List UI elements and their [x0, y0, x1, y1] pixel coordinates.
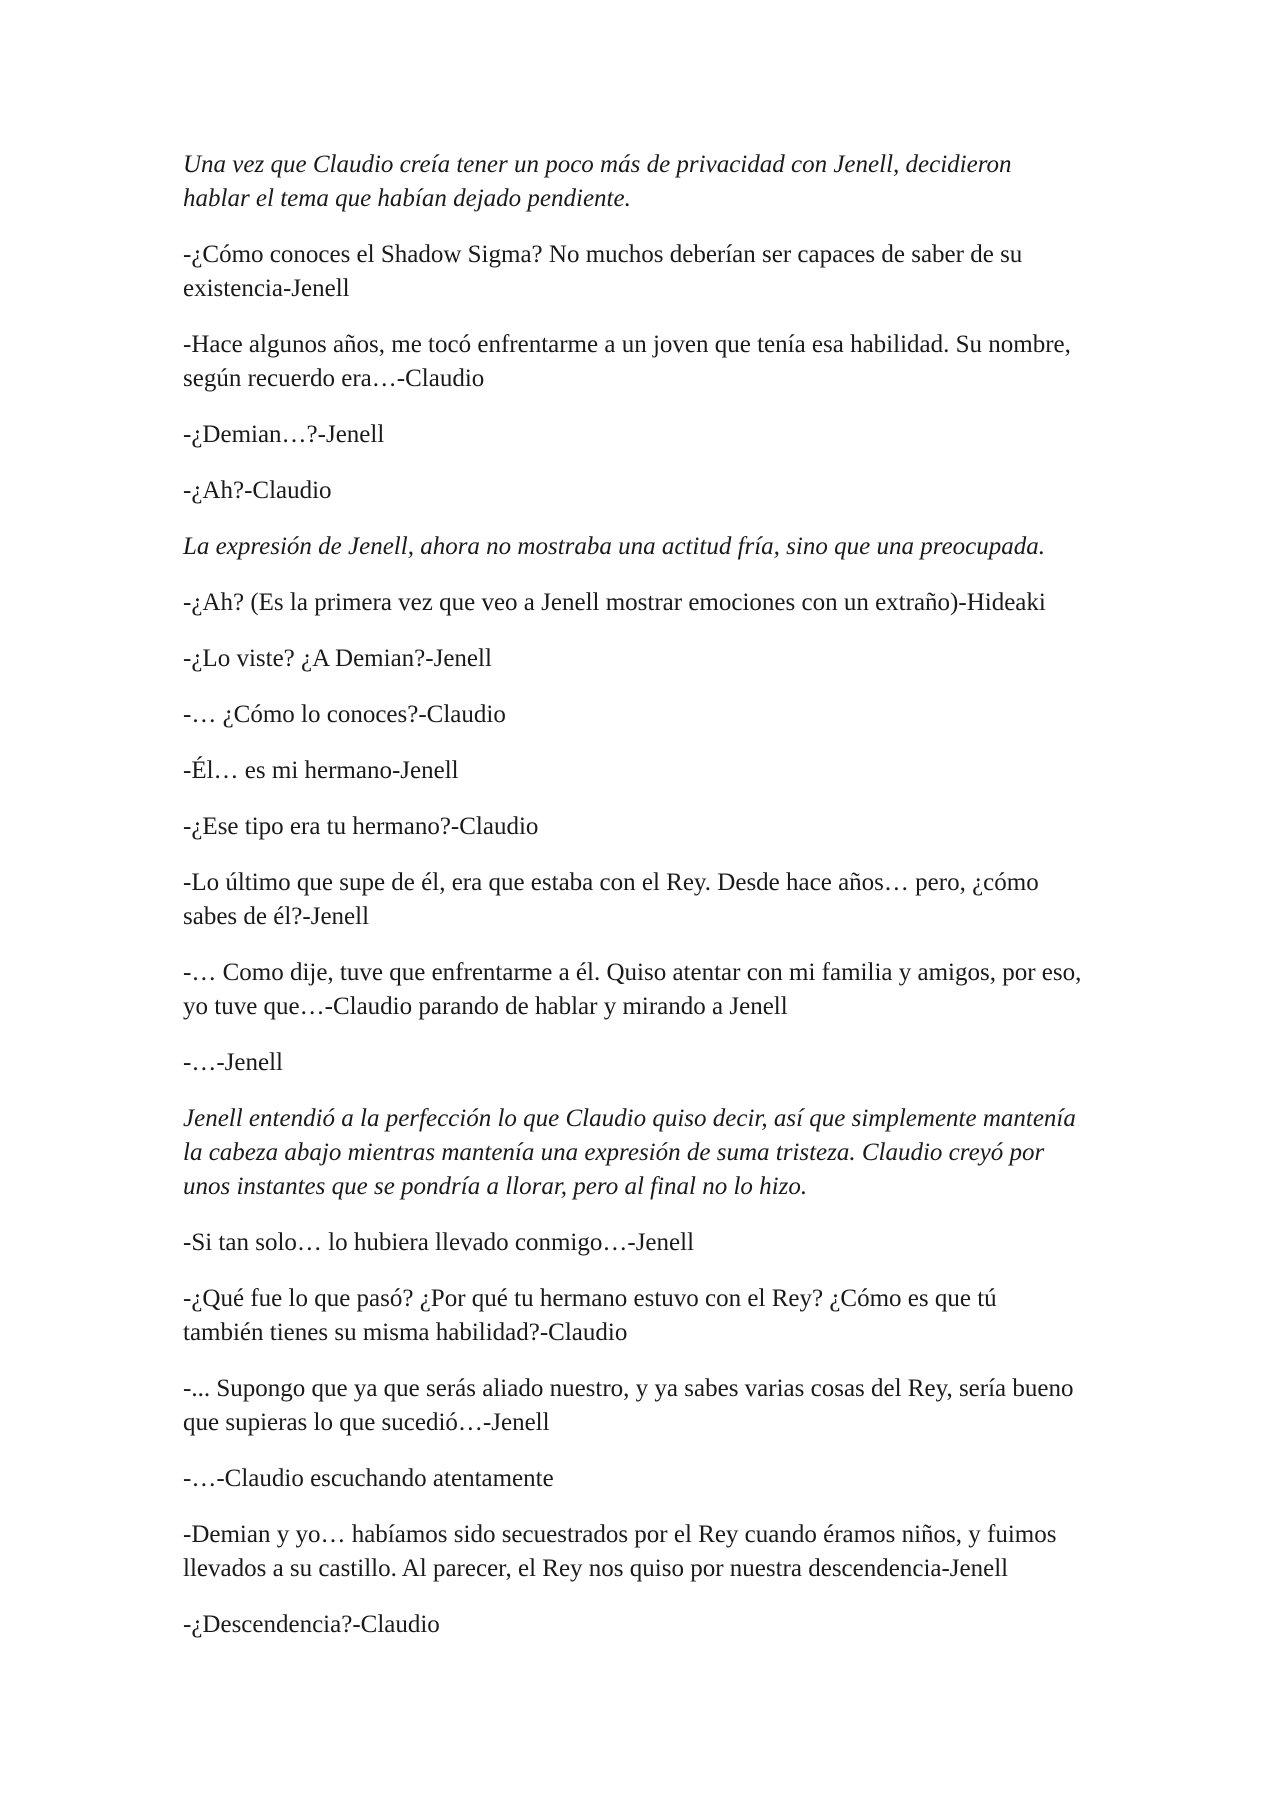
narration-paragraph: Una vez que Claudio creía tener un poco más de privacidad con Jenell, decidieron hablar el tema que habían dejado pendiente. — [183, 151, 1012, 212]
dialogue-line: -¿Ah?-Claudio — [183, 477, 332, 504]
dialogue-line: -Lo último que supe de él, era que estaba con el Rey. Desde hace años… pero, ¿cómo sabes de él?-Jenell — [183, 869, 1039, 930]
dialogue-line: -…-Claudio escuchando atentamente — [183, 1465, 554, 1492]
dialogue-line: -... Supongo que ya que serás aliado nuestro, y ya sabes varias cosas del Rey, sería bueno que supieras lo que sucedió…-Jenell — [183, 1375, 1074, 1436]
dialogue-line: -¿Demian…?-Jenell — [183, 421, 385, 448]
dialogue-line: -¿Ah? (Es la primera vez que veo a Jenell mostrar emociones con un extraño)-Hideaki — [183, 589, 1046, 616]
narration-paragraph: La expresión de Jenell, ahora no mostraba una actitud fría, sino que una preocupada. — [183, 533, 1045, 560]
narration-paragraph: Jenell entendió a la perfección lo que Claudio quiso decir, así que simplemente mantenía la cabeza abajo mientras mantenía una expresión de suma tristeza. Claudio creyó por unos instantes que se pondría a llorar, pero al final no lo hizo. — [183, 1105, 1076, 1200]
dialogue-line: -¿Lo viste? ¿A Demian?-Jenell — [183, 645, 492, 672]
dialogue-line: -Hace algunos años, me tocó enfrentarme a un joven que tenía esa habilidad. Su nombre, según recuerdo era…-Claudio — [183, 331, 1071, 392]
dialogue-line: -Si tan solo… lo hubiera llevado conmigo…-Jenell — [183, 1229, 695, 1256]
dialogue-line: -Demian y yo… habíamos sido secuestrados por el Rey cuando éramos niños, y fuimos llevados a su castillo. Al parecer, el Rey nos quiso por nuestra descendencia-Jenell — [183, 1521, 1057, 1582]
dialogue-line: -… ¿Cómo lo conoces?-Claudio — [183, 701, 506, 728]
dialogue-line: -¿Descendencia?-Claudio — [183, 1611, 440, 1638]
dialogue-line: -¿Cómo conoces el Shadow Sigma? No muchos deberían ser capaces de saber de su existencia-Jenell — [183, 241, 1023, 302]
dialogue-line: -¿Qué fue lo que pasó? ¿Por qué tu hermano estuvo con el Rey? ¿Cómo es que tú también tienes su misma habilidad?-Claudio — [183, 1285, 997, 1346]
document-body — [183, 148, 1083, 1664]
dialogue-line: -Él… es mi hermano-Jenell — [183, 757, 459, 784]
dialogue-line: -…-Jenell — [183, 1049, 283, 1076]
dialogue-line: -¿Ese tipo era tu hermano?-Claudio — [183, 813, 539, 840]
dialogue-line: -… Como dije, tuve que enfrentarme a él. Quiso atentar con mi familia y amigos, por eso, yo tuve que…-Claudio parando de hablar y mirando a Jenell — [183, 959, 1082, 1020]
